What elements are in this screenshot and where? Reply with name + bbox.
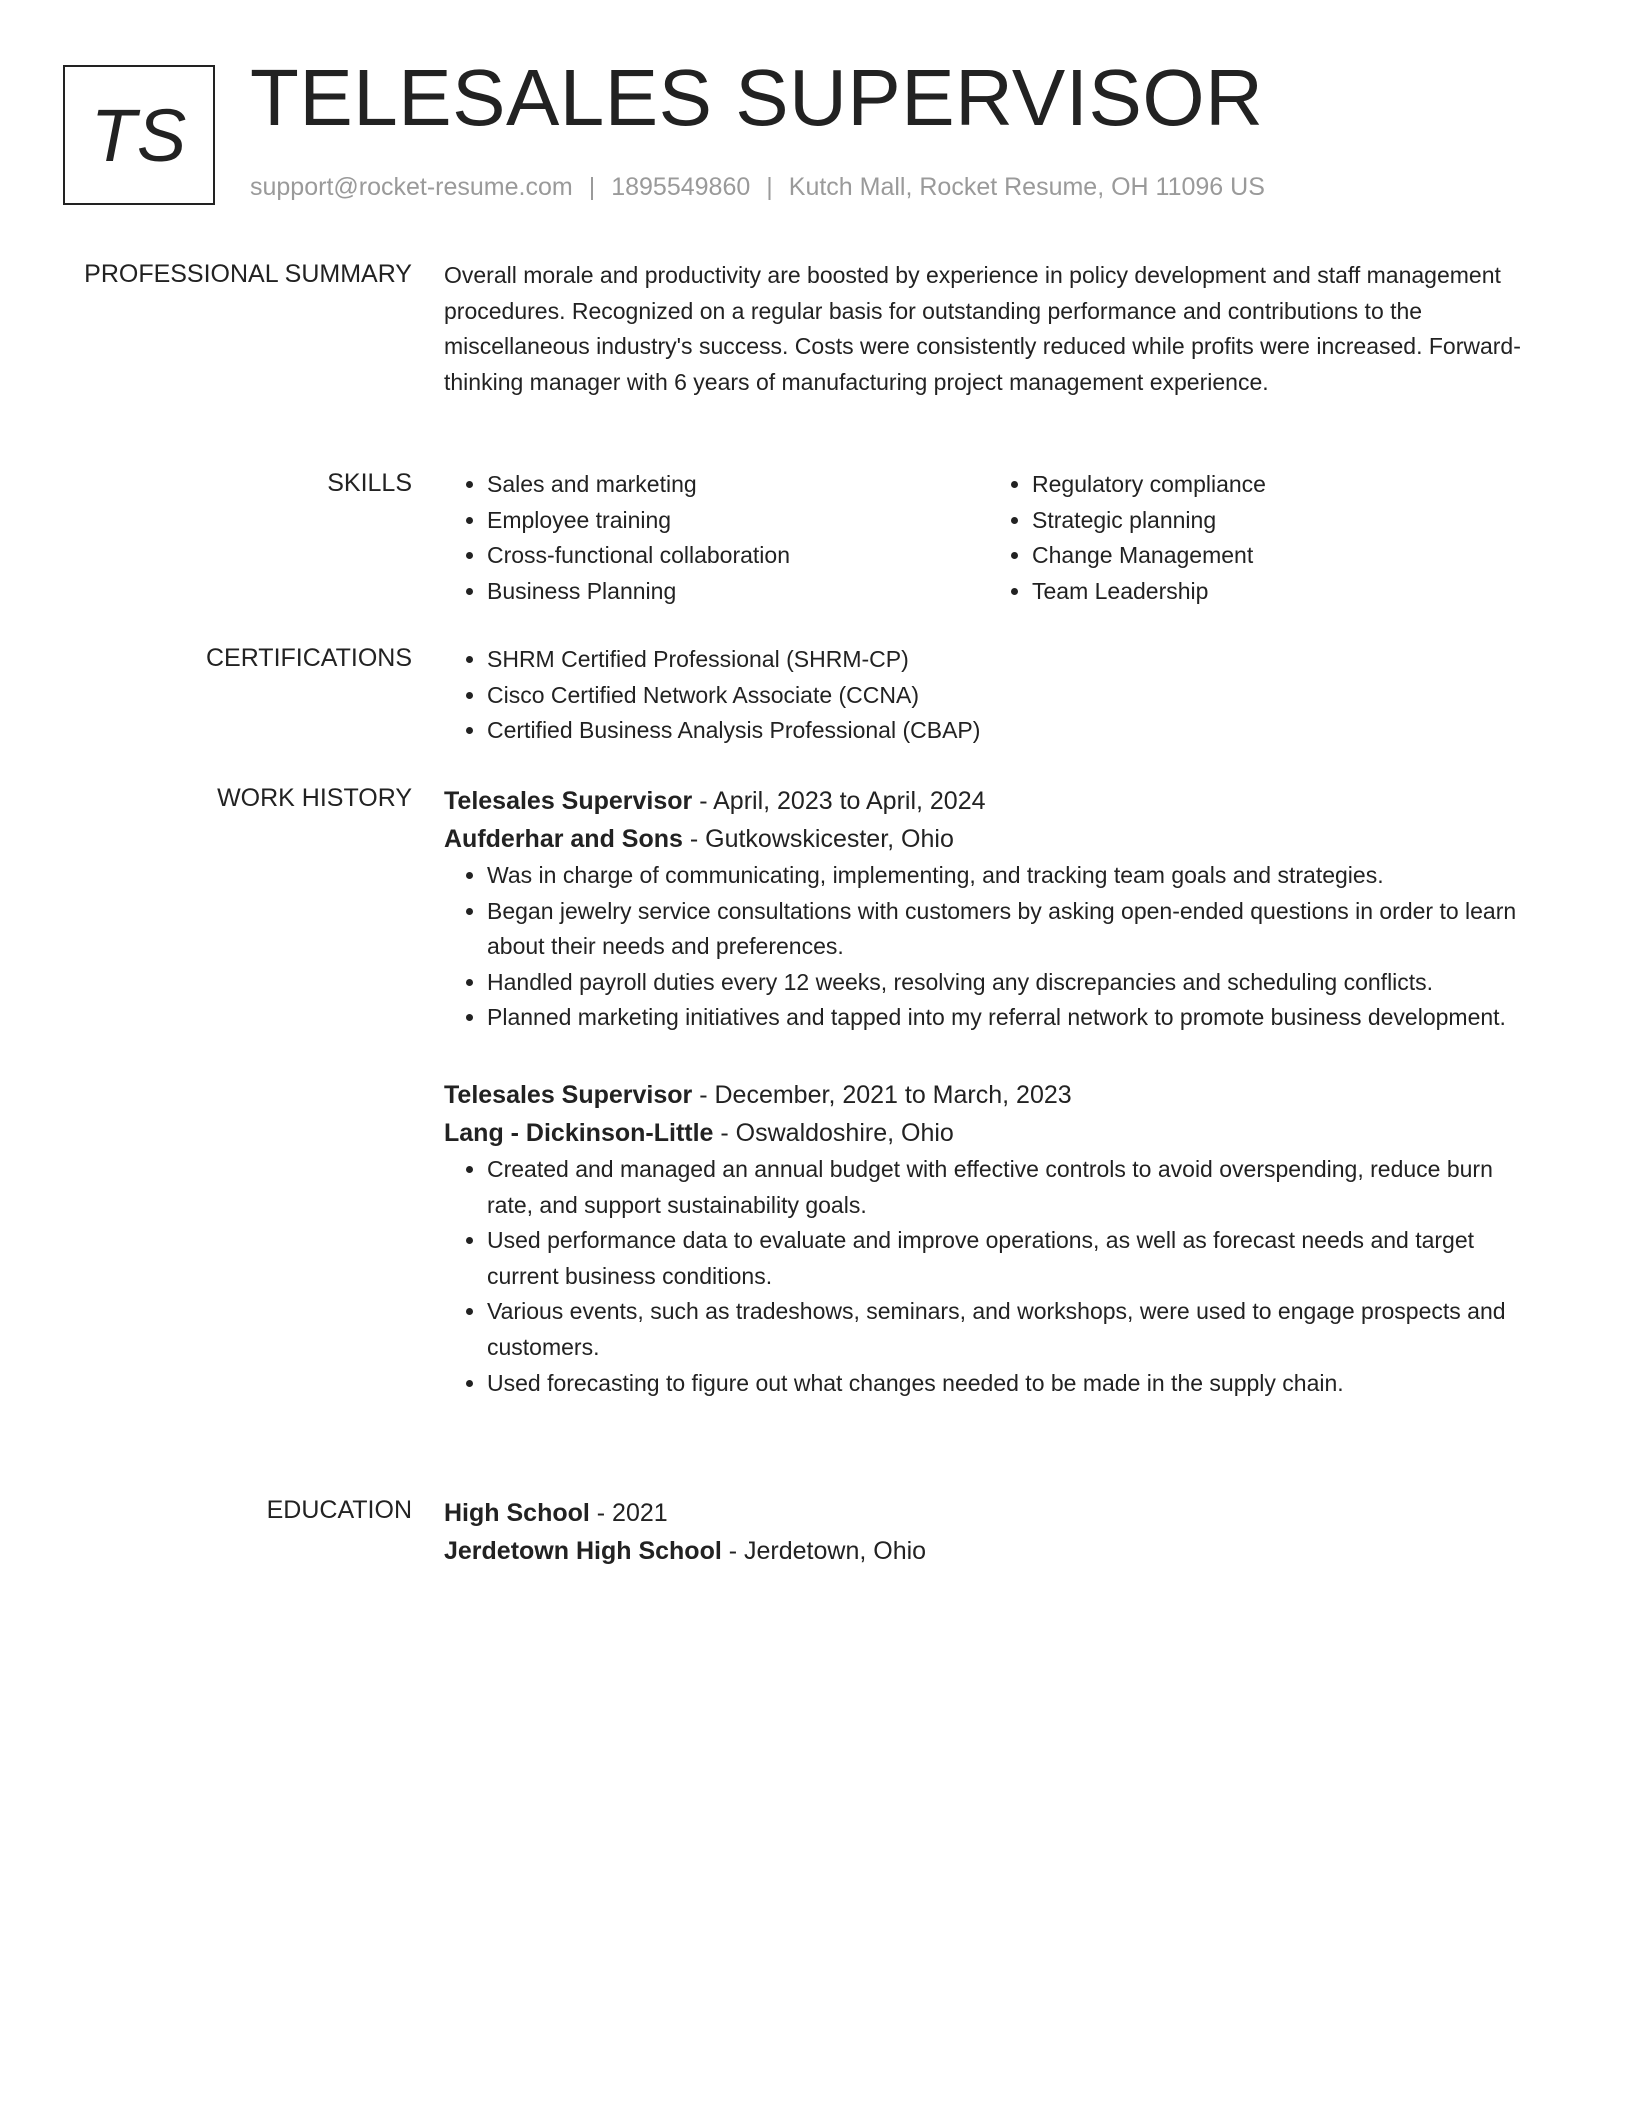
certification-item: • Certified Business Analysis Professional (CBAP) xyxy=(487,713,1544,749)
skill-item: • Sales and marketing xyxy=(487,467,989,503)
job-bullet: • Created and managed an annual budget with effective controls to avoid overspending, reduce burn rate, and support sustainability goals. xyxy=(487,1152,1544,1223)
certifications-list xyxy=(444,642,1544,749)
education-school-line xyxy=(444,1532,1544,1570)
job-title-line xyxy=(444,782,1544,820)
education-body xyxy=(444,1494,1544,1570)
education-heading: EDUCATION xyxy=(266,1496,412,1524)
resume-title: TELESALES SUPERVISOR xyxy=(250,53,1264,142)
job-dates: - December, 2021 to March, 2023 xyxy=(692,1080,1072,1109)
job-bullets xyxy=(444,858,1544,1036)
certification-item: • SHRM Certified Professional (SHRM-CP) xyxy=(487,642,1544,678)
education-degree-line xyxy=(444,1494,1544,1532)
contact-separator: | xyxy=(588,173,596,201)
monogram-badge: TS xyxy=(63,65,215,205)
skill-item: • Employee training xyxy=(487,503,989,539)
job-title-line xyxy=(444,1076,1544,1114)
certification-item: • Cisco Certified Network Associate (CCNA) xyxy=(487,678,1544,714)
skill-item: • Team Leadership xyxy=(1032,574,1534,610)
job-title: Telesales Supervisor xyxy=(444,787,693,815)
job-company: Lang - Dickinson-Little xyxy=(444,1118,714,1147)
job-bullet: • Was in charge of communicating, implementing, and tracking team goals and strategies. xyxy=(487,858,1544,894)
skill-item: • Cross-functional collaboration xyxy=(487,538,989,574)
education-degree: High School xyxy=(444,1499,590,1527)
skills-heading: SKILLS xyxy=(327,469,412,497)
education-location: - Jerdetown, Ohio xyxy=(721,1537,927,1565)
education-year: - 2021 xyxy=(589,1499,668,1527)
skills-list-right xyxy=(989,467,1534,609)
job-company-line xyxy=(444,1114,1544,1152)
certifications-heading: CERTIFICATIONS xyxy=(205,644,412,672)
skill-item: • Business Planning xyxy=(487,574,989,610)
education-school: Jerdetown High School xyxy=(444,1537,722,1565)
job-bullet: • Began jewelry service consultations with customers by asking open-ended questions in order to learn about their needs and preferences. xyxy=(487,894,1544,965)
contact-separator: | xyxy=(766,173,773,201)
skill-item: • Strategic planning xyxy=(1032,503,1534,539)
job-entry xyxy=(444,1076,1544,1401)
contact-line xyxy=(250,173,1265,202)
job-bullet: • Handled payroll duties every 12 weeks, resolving any discrepancies and scheduling conflicts. xyxy=(487,965,1544,1001)
job-title: Telesales Supervisor xyxy=(444,1080,693,1109)
job-company: Aufderhar and Sons xyxy=(444,825,683,853)
skills-column-right xyxy=(989,467,1534,609)
summary-text: Overall morale and productivity are boosted by experience in policy development and staff management procedures. Recognized on a regular basis for outstanding performance and contributions to the miscellaneous industry's success. Costs were consistently reduced while profits were increased. Forward-thinking manager with 6 years of manufacturing project management experience. xyxy=(444,262,1521,395)
job-bullets xyxy=(444,1152,1544,1401)
job-entry xyxy=(444,782,1544,1036)
certifications-body xyxy=(444,642,1544,749)
job-bullet: • Planned marketing initiatives and tapped into my referral network to promote business development. xyxy=(487,1000,1544,1036)
skills-column-left xyxy=(444,467,989,609)
job-location: - Gutkowskicester, Ohio xyxy=(682,825,954,853)
work-history-body xyxy=(444,782,1544,1401)
job-bullet: • Various events, such as tradeshows, seminars, and workshops, were used to engage prospects and customers. xyxy=(487,1294,1544,1365)
skills-list-left xyxy=(444,467,989,609)
job-bullet: • Used forecasting to figure out what changes needed to be made in the supply chain. xyxy=(487,1366,1544,1402)
job-location: - Oswaldoshire, Ohio xyxy=(713,1118,954,1147)
job-bullet: • Used performance data to evaluate and improve operations, as well as forecast needs and target current business conditions. xyxy=(487,1223,1544,1294)
contact-phone: 1895549860 xyxy=(611,173,751,201)
skills-body xyxy=(444,467,1544,609)
summary-body xyxy=(444,258,1544,400)
work-history-heading: WORK HISTORY xyxy=(217,784,412,812)
job-company-line xyxy=(444,820,1544,858)
contact-address: Kutch Mall, Rocket Resume, OH 11096 US xyxy=(788,173,1265,201)
skill-item: • Regulatory compliance xyxy=(1032,467,1534,503)
summary-heading: PROFESSIONAL SUMMARY xyxy=(84,260,412,288)
skills-columns xyxy=(444,467,1544,609)
contact-email: support@rocket-resume.com xyxy=(250,173,573,201)
job-dates: - April, 2023 to April, 2024 xyxy=(692,787,986,815)
skill-item: • Change Management xyxy=(1032,538,1534,574)
